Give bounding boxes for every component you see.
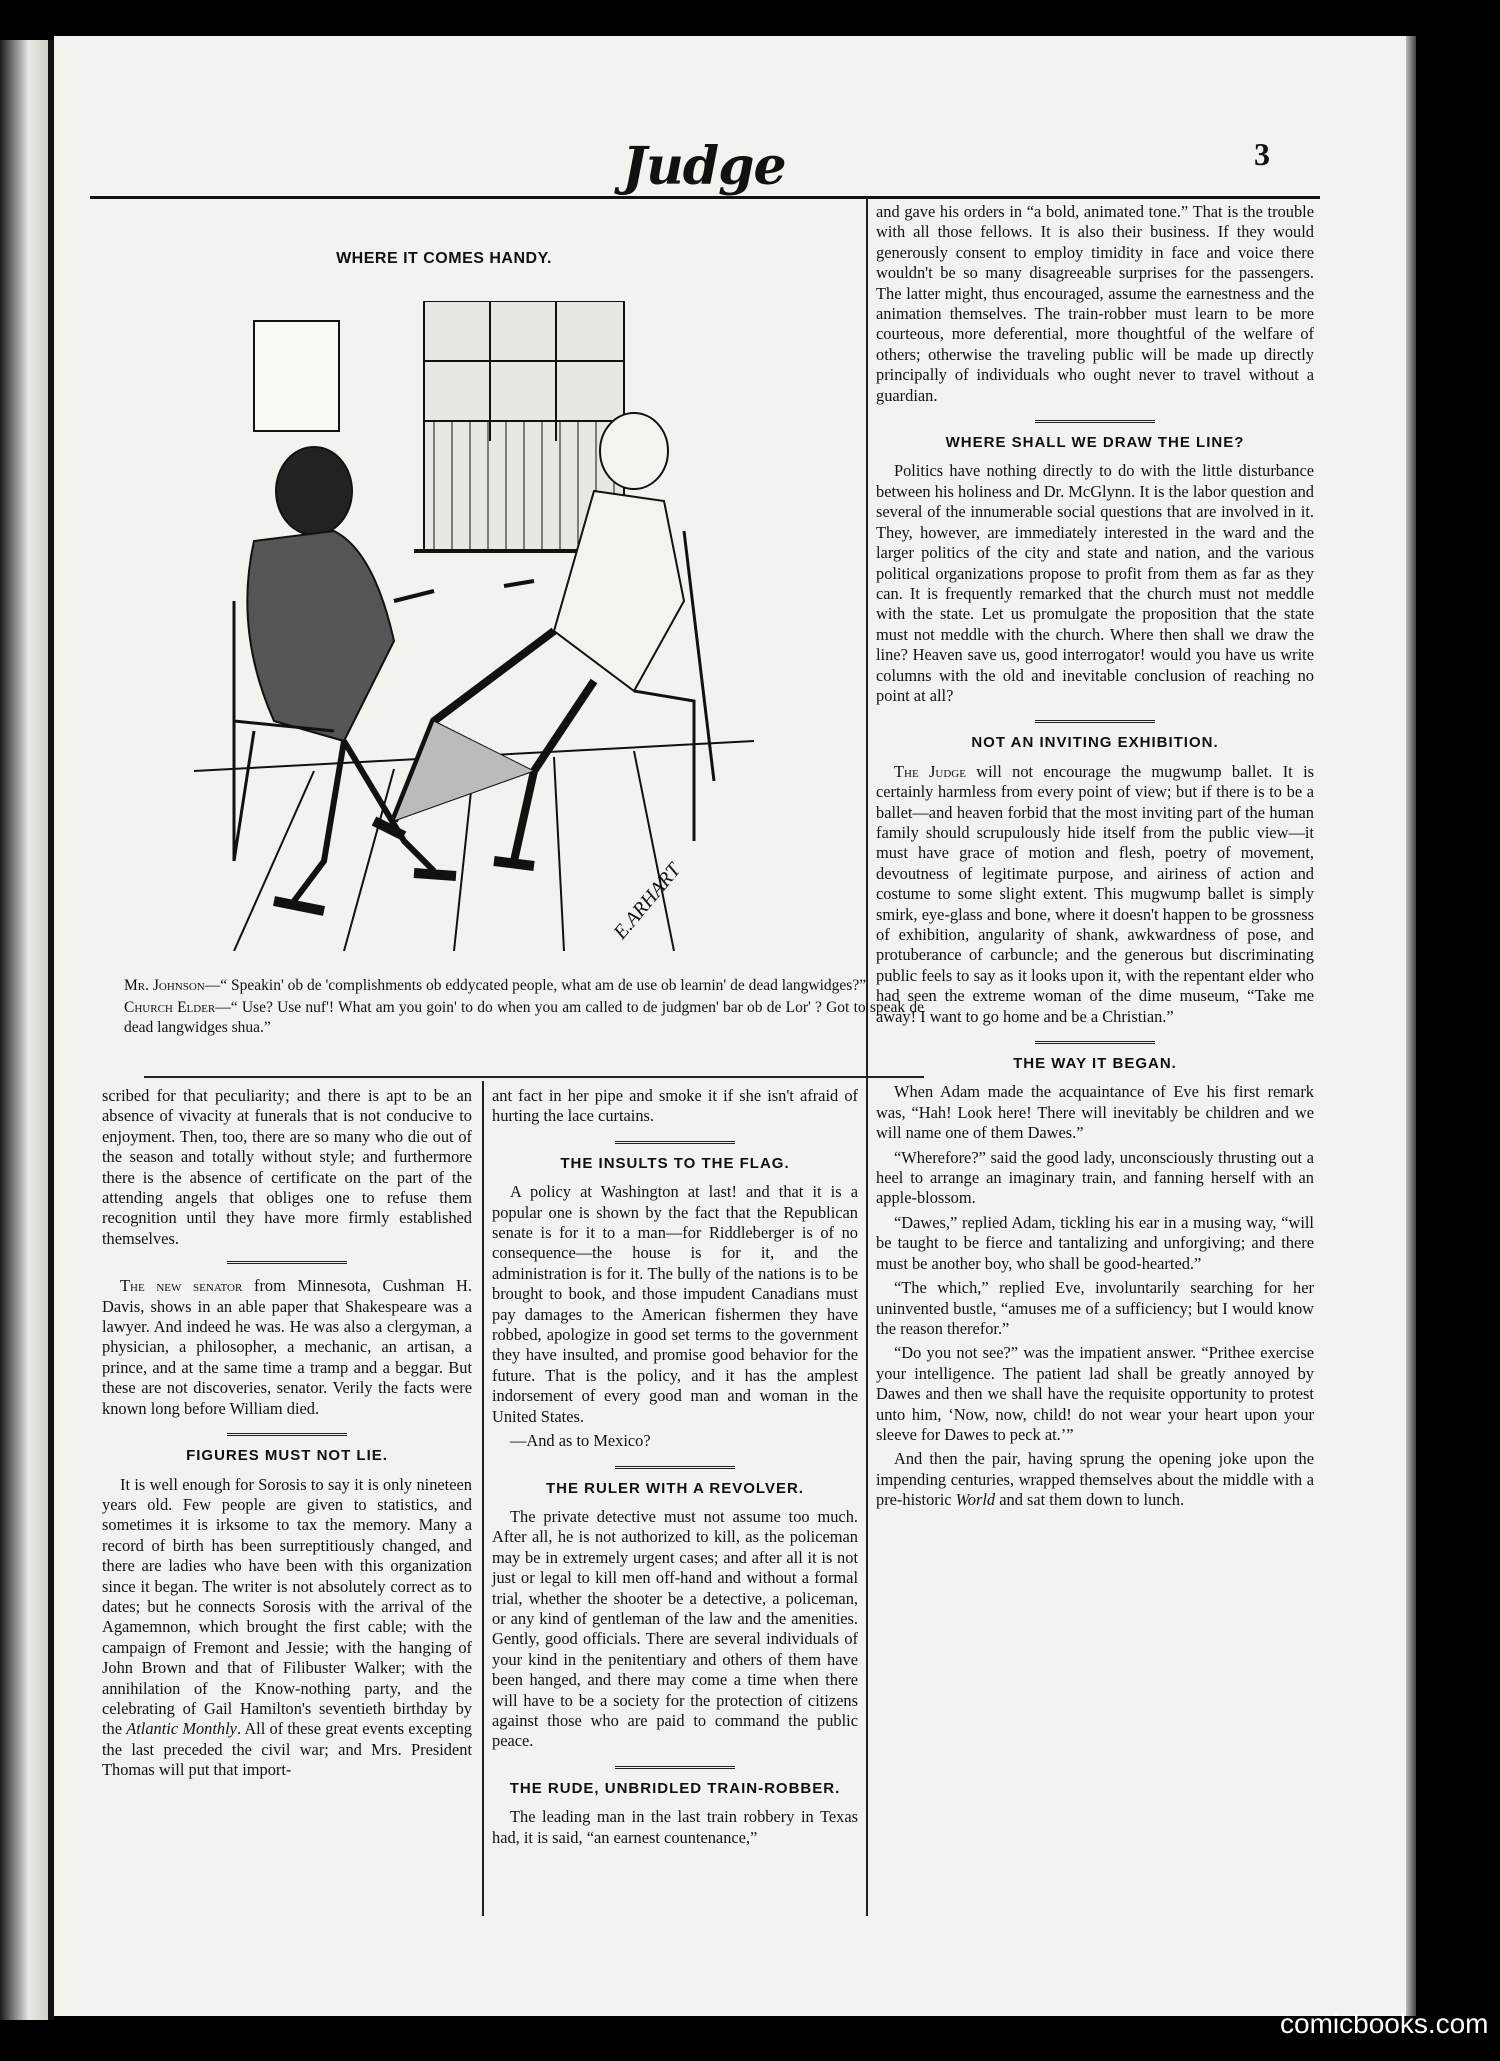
paragraph-text: And then the pair, having sprung the opening joke upon the impending centuries, wrapped themselves about the middle with a pre-historic xyxy=(876,1449,1314,1510)
paragraph: “Dawes,” replied Adam, tickling his ear in a musing way, “will be taught to be fierce and tantalizing and unforgiving; and there must be another boy, who shall be good-hearted.” xyxy=(876,1212,1314,1273)
heading-insults-to-the-flag: THE INSULTS TO THE FLAG. xyxy=(492,1141,858,1174)
heading-not-an-inviting-exhibition: NOT AN INVITING EXHIBITION. xyxy=(876,720,1314,753)
lead-in: The Judge xyxy=(894,761,966,781)
cartoon-illustration xyxy=(194,301,754,951)
cartoon-signature: E.ARHART xyxy=(609,859,686,944)
paragraph: The leading man in the last train robbery in Texas had, it is said, “an earnest countenance,” xyxy=(492,1807,858,1847)
caption-text-1: “ Speakin' ob de 'complishments ob eddycated people, what am de use ob learnin' de dead langwidges?” xyxy=(220,977,867,994)
italic-title: World xyxy=(955,1490,996,1510)
paragraph xyxy=(102,1475,472,1781)
paragraph: The private detective must not assume too much. After all, he is not authorized to kill, as the policeman may be in extremely urgent cases; and after all it is not just or legal to kill men off-hand and without a formal trial, whether the shooter be a detective, a policeman, or any kind of gentleman of the law and the amenities. Gently, good officials. There are several individuals of your kind in the penitentiary and others of them have been hanged, and there may come a time when there will have to be a society for the protection of citizens against those who are paid to command the public peace. xyxy=(492,1506,858,1751)
paragraph-text: . All of these great events excepting the last preceded the civil war; and Mrs. President Thomas will put that import- xyxy=(102,1719,472,1780)
heading-where-shall-we-draw-the-line: WHERE SHALL WE DRAW THE LINE? xyxy=(876,420,1314,453)
paragraph: —And as to Mexico? xyxy=(510,1431,651,1451)
column-right xyxy=(876,202,1314,1515)
page-number: 3 xyxy=(1254,136,1270,172)
cartoon-title: WHERE IT COMES HANDY. xyxy=(336,250,552,267)
paragraph: scribed for that peculiarity; and there is apt to be an absence of vivacity at funerals that is not conducive to enjoyment. Then, too, there are so many who die out of the season and totally without style; and furthermore there is the absence of certificate on the part of the attending angels that obliges one to refuse them recognition until they have more firmly established themselves. xyxy=(102,1086,472,1248)
paragraph-text: will not encourage the mugwump ballet. It is certainly harmless from every point of view; but if there is to be a ballet—and heaven forbid that the most inviting part of the human family should scrupulously hide itself from the public view—it must have grace of motion and flesh, poetry of movement, devoutness of legitimate purpose, and airiness of action and costume to some slight extent. This mugwump ballet is simply smirk, eye-glass and bone, where it doesn't happen to be grossness of exhibition, angularity of shank, awkwardness of pose, and protuberance of carbuncle; and the generous but discriminating public feels to say as it looks upon it, with the repentant elder who had seen the extreme woman of the dime museum, “Take me away! I want to go home and be a Christian.” xyxy=(876,761,1315,1026)
paragraph: “Wherefore?” said the good lady, unconsciously thrusting out a heel to arrange an imaginary train, and fanning herself with an apple-blossom. xyxy=(876,1147,1314,1208)
cartoon-bottom-rule xyxy=(144,1076,924,1078)
italic-title: Atlantic Monthly xyxy=(126,1719,237,1739)
heading-figures-must-not-lie: FIGURES MUST NOT LIE. xyxy=(102,1433,472,1466)
lead-in: The new senator xyxy=(120,1276,243,1296)
caption-text-2: “ Use? Use nuf'! What am you goin' to do when you am called to de judgmen' bar ob de Lor' ? Got to speak de dead langwidges shua.” xyxy=(124,999,924,1036)
paragraph-text: It is well enough for Sorosis to say it is only nineteen years old. Few people are given to statistics, and sometimes it is irksome to tax the memory. Many a record of birth has been surreptitiously changed, and there are ladies who have been with this organization since it began. The writer is not absolutely correct as to dates; but he connects Sorosis with the arrival of the Agamemnon, which brought the first cable; with the campaign of Fremont and Jessie; with the hanging of John Brown and that of Filibuster Walker; with the annihilation of the Know-nothing party, and the celebrating of Gail Hamilton's seventieth birthday by the xyxy=(102,1474,472,1739)
column-rule-right-upper xyxy=(866,196,868,1916)
heading-rude-unbridled-train-robber: THE RUDE, UNBRIDLED TRAIN-ROBBER. xyxy=(492,1766,858,1799)
left-page-edge xyxy=(0,40,48,2020)
paragraph xyxy=(876,762,1314,1027)
cartoon-caption xyxy=(124,976,924,1040)
heading-ruler-with-a-revolver: THE RULER WITH A REVOLVER. xyxy=(492,1466,858,1499)
caption-speaker-1: Mr. Johnson— xyxy=(124,977,221,994)
column-middle xyxy=(492,1086,858,1852)
paragraph: “Do you not see?” was the impatient answer. “Prithee exercise your intelligence. The patient lad shall be greatly annoyed by Dawes and then we shall have the requisite opportunity to protest unto him, ‘Now, now, child! do not wear your heart upon your sleeve for Dawes to peck at.’” xyxy=(876,1343,1314,1444)
column-rule-left-lower xyxy=(482,1081,484,1916)
header-rule xyxy=(90,196,1320,199)
paragraph: A policy at Washington at last! and that it is a popular one is shown by the fact that the Republican senate is for it to a man—for Riddleberger is of no consequence—the house is for it, and the administration is for it. The bully of the nations is to be brought to book, and those impudent Canadians must pay damages to the American fishermen they have robbed, apologize in good set terms to the government they have insulted, and promise good behavior for the future. That is the policy, and it has the amplest indorsement of every good man and woman in the United States. xyxy=(492,1182,858,1426)
paragraph: When Adam made the acquaintance of Eve his first remark was, “Hah! Look here! There will inevitably be children and we will name one of them Dawes.” xyxy=(876,1082,1314,1143)
paragraph: Politics have nothing directly to do with the little disturbance between his holiness and Dr. McGlynn. It is the labor question and several of the innumerable social questions that are involved in it. They, however, are immediately interested in the ward and the larger politics of the city and state and nation, and the various political organizations propose to profit from them as far as they can. It is frequently remarked that the church must not meddle with the state. Let us promulgate the proposition that the state must not meddle with the church. Where then shall we draw the line? Heaven save us, good interrogator! would you have us write columns with the old and inevitable conclusion of reaching no point at all? xyxy=(876,461,1314,705)
caption-speaker-2: Church Elder— xyxy=(124,999,231,1016)
page xyxy=(54,36,1406,2016)
paragraph: ant fact in her pipe and smoke it if she isn't afraid of hurting the lace curtains. xyxy=(492,1086,858,1126)
paragraph xyxy=(876,1449,1314,1510)
heading-the-way-it-began: THE WAY IT BEGAN. xyxy=(876,1041,1314,1074)
paragraph: and gave his orders in “a bold, animated tone.” That is the trouble with all those fellows. It is also their business. If they would generously consent to employ timidity in face and voice there wouldn't be so many disagreeable surprises for the passengers. The latter might, thus encouraged, assume the earnestness and the animation themselves. The train-robber must learn to be more courteous, more deferential, more thoughtful of the welfare of others; otherwise the traveling public will be made up directly principally of individuals who ought never to travel without a guardian. xyxy=(876,202,1314,405)
separator xyxy=(227,1261,347,1264)
right-page-edge xyxy=(1406,36,1416,2016)
paragraph-text: from Minnesota, Cushman H. Davis, shows in an able paper that Shakespeare was a lawyer. And indeed he was. He was also a clergyman, a physician, a philosopher, a mechanic, an artisan, a prince, and at the same time a tramp and a beggar. But these are not discoveries, senator. Verily the facts were known long before William died. xyxy=(102,1276,472,1418)
column-left xyxy=(102,1086,472,1785)
paragraph: “The which,” replied Eve, involuntarily searching for her uninvented bustle, “amuses me of a sufficiency; but I would know the reason therefor.” xyxy=(876,1278,1314,1338)
watermark: comicbooks.com xyxy=(1280,2008,1489,2039)
masthead-logo: Judge xyxy=(622,136,786,197)
paragraph xyxy=(102,1276,472,1419)
paragraph-text: and sat them down to lunch. xyxy=(995,1490,1185,1510)
